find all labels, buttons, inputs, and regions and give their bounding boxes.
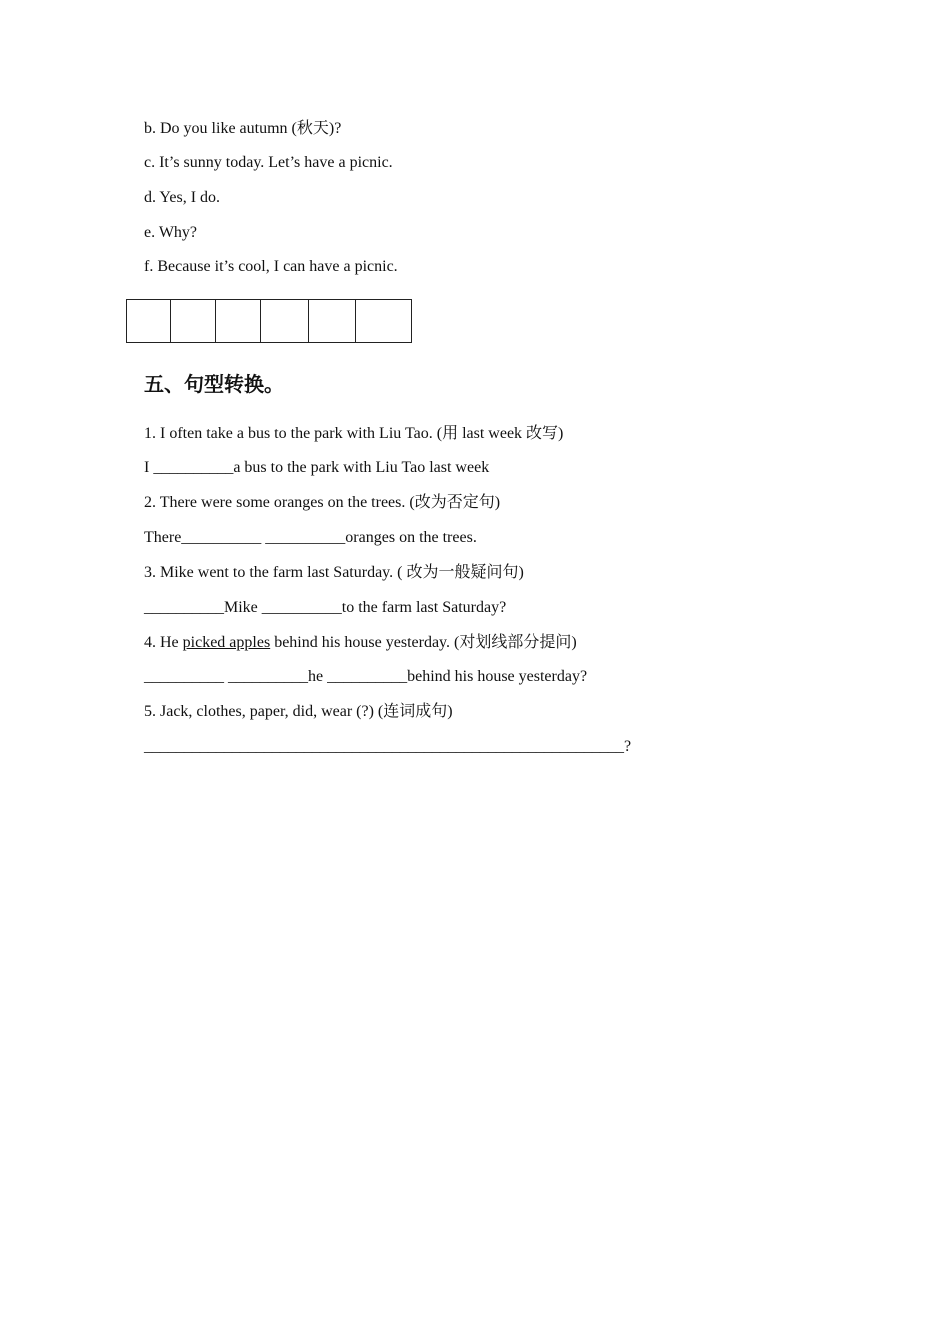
answer-line-3[interactable]: __________Mike __________to the farm last Saturday? xyxy=(144,599,507,616)
answer-line-4[interactable]: __________ __________he __________behind his house yesterday? xyxy=(144,668,588,685)
question-5: 5. Jack, clothes, paper, did, wear (?) (连词成句) xyxy=(144,703,453,720)
answer-box[interactable] xyxy=(171,300,216,343)
option-b: b. Do you like autumn (秋天)? xyxy=(144,120,342,137)
question-4-prefix: 4. He xyxy=(144,634,183,651)
option-e: e. Why? xyxy=(144,224,198,241)
question-4-suffix: behind his house yesterday. (对划线部分提问) xyxy=(270,634,577,651)
question-4 xyxy=(144,633,577,653)
answer-line-2[interactable]: There__________ __________oranges on the trees. xyxy=(144,529,477,546)
section-title: 五、句型转换。 xyxy=(144,372,284,396)
answer-box[interactable] xyxy=(261,300,309,343)
question-1: 1. I often take a bus to the park with Liu Tao. (用 last week 改写) xyxy=(144,425,564,442)
answer-line-1[interactable]: I __________a bus to the park with Liu Tao last week xyxy=(144,459,490,476)
question-2: 2. There were some oranges on the trees. (改为否定句) xyxy=(144,494,501,511)
question-4-underlined: picked apples xyxy=(182,634,271,651)
option-c: c. It’s sunny today. Let’s have a picnic. xyxy=(144,154,393,171)
option-f: f. Because it’s cool, I can have a picnic. xyxy=(144,258,398,275)
answer-box[interactable] xyxy=(216,300,261,343)
answer-line-5[interactable]: ____________________________________________________________? xyxy=(144,738,632,755)
answer-boxes xyxy=(126,299,412,343)
option-d: d. Yes, I do. xyxy=(144,189,221,206)
answer-box[interactable] xyxy=(356,300,412,343)
answer-box[interactable] xyxy=(309,300,356,343)
question-3: 3. Mike went to the farm last Saturday. ( 改为一般疑问句) xyxy=(144,564,524,581)
answer-box[interactable] xyxy=(127,300,171,343)
